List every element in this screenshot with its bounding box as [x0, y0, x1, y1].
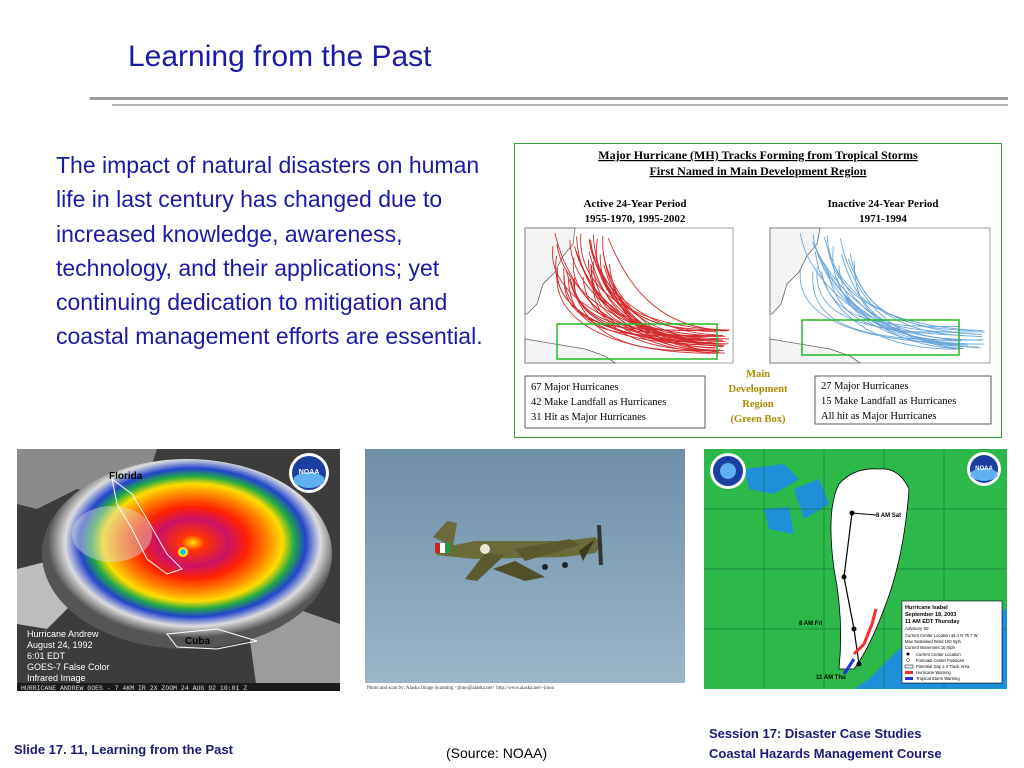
title-rule-lower: [112, 104, 1008, 106]
florida-label: Florida: [109, 471, 143, 482]
sat-caption-1: Hurricane Andrew: [27, 629, 99, 639]
legend-item-3: Potential Day 1-3 Track Area: [916, 664, 970, 669]
sat-caption-4: GOES-7 False Color: [27, 662, 110, 672]
footer-course-info: [709, 724, 942, 764]
legend-item-5: Tropical Storm Warning: [916, 676, 960, 681]
hurricane-andrew-satellite-image: [17, 449, 340, 691]
noaa-logo-right-text: NOAA: [975, 466, 993, 472]
advisory-detail-1: Current Center Location 34.4 N 75.7 W: [905, 633, 978, 638]
active-stat-1: 67 Major Hurricanes: [531, 382, 619, 393]
legend-item-1: Current Center Location: [916, 652, 961, 657]
sat-info-strip: HURRICANE ANDREW GOES - 7 4KM IR 2X ZOOM 24 AUG 92 10:01 Z: [21, 685, 248, 691]
inactive-stat-3: All hit as Major Hurricanes: [821, 411, 937, 422]
isabel-forecast-map: [704, 449, 1007, 689]
cuba-label: Cuba: [185, 636, 210, 647]
advisory-storm-title: Hurricane Isabel: [905, 605, 948, 611]
inactive-period-years: 1971-1994: [859, 213, 907, 225]
sat-caption-5: Infrared Image: [27, 673, 86, 683]
hurricane-aircraft-photo: [365, 449, 685, 691]
footer-session: Session 17: Disaster Case Studies: [709, 726, 922, 741]
point-label-2: 8 AM Fri: [799, 621, 823, 627]
slide-title: Learning from the Past: [128, 40, 432, 73]
tracks-title-line2: First Named in Main Development Region: [649, 164, 867, 178]
active-tracks-map: [525, 228, 733, 363]
advisory-box: [902, 601, 1002, 683]
mdr-label-2: Development: [728, 384, 788, 395]
sat-caption-3: 6:01 EDT: [27, 651, 66, 661]
advisory-number: Advisory 50: [905, 626, 929, 631]
noaa-logo-left: [710, 453, 746, 489]
noaa-logo-right: [967, 452, 1001, 486]
active-stat-2: 42 Make Landfall as Hurricanes: [531, 397, 667, 408]
mdr-label-3: Region: [742, 399, 774, 410]
active-stat-3: 31 Hit as Major Hurricanes: [531, 412, 646, 423]
mdr-label-4: (Green Box): [730, 414, 786, 425]
photo-credit: Photo and scan by: Alaska Image Scanning <jinno@alaska.net> http://www.alaska.net/~jinno: [367, 686, 555, 691]
noaa-logo-text: NOAA: [298, 469, 320, 476]
noaa-logo: [289, 453, 329, 493]
source-note: (Source: NOAA): [446, 745, 548, 761]
body-paragraph: The impact of natural disasters on human life in last century has changed due to increased knowledge, awareness, technology, and their applications; yet continuing dedication to mitigation and coastal management efforts are essential.: [56, 152, 483, 350]
footer-course: Coastal Hazards Management Course: [709, 746, 942, 761]
tracks-title-line1: Major Hurricane (MH) Tracks Forming from Tropical Storms: [598, 148, 918, 162]
footer-slide-label: Slide 17. 11, Learning from the Past: [14, 742, 233, 757]
title-rule-upper: [90, 97, 1008, 100]
inactive-period-label: Inactive 24-Year Period: [827, 198, 939, 210]
inactive-tracks-map: [770, 228, 990, 363]
legend-item-2: Forecast Center Positions: [916, 658, 965, 663]
point-label-3: 11 AM Thu: [816, 675, 846, 681]
active-period-label: Active 24-Year Period: [583, 198, 687, 210]
active-period-years: 1955-1970, 1995-2002: [584, 213, 686, 225]
sat-caption-2: August 24, 1992: [27, 640, 93, 650]
advisory-detail-3: Current Movement 10 mph: [905, 645, 955, 650]
point-label-1: 8 AM Sat: [876, 513, 902, 519]
advisory-time: 11 AM EDT Thursday: [905, 619, 960, 625]
advisory-date: September 18, 2003: [905, 612, 957, 618]
mdr-label-1: Main: [746, 369, 770, 380]
inactive-stat-2: 15 Make Landfall as Hurricanes: [821, 396, 957, 407]
legend-item-4: Hurricane Warning: [916, 670, 951, 675]
hurricane-tracks-figure: [514, 143, 1002, 438]
advisory-detail-2: Max Sustained Wind 100 mph: [905, 639, 961, 644]
inactive-stat-1: 27 Major Hurricanes: [821, 381, 909, 392]
